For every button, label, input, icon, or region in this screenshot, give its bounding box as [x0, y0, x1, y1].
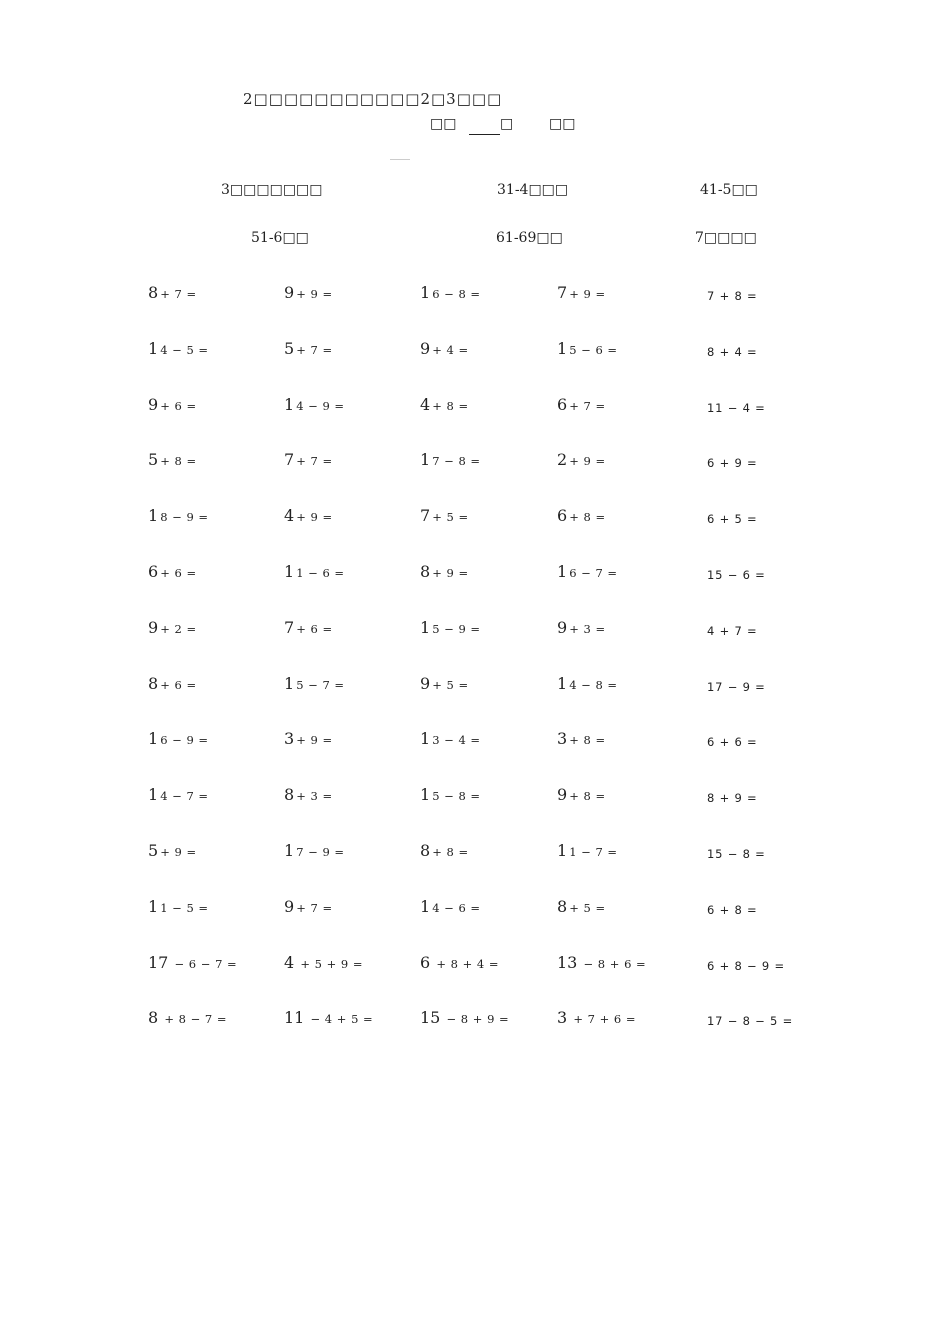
problem-lead-digit: 9 [557, 617, 568, 637]
problem-r2-c3 [420, 339, 469, 358]
problem-expression: 17 − 9 = [707, 679, 766, 694]
problem-r5-c3 [420, 506, 469, 525]
problem-r8-c1 [148, 674, 197, 693]
problem-rest: + 6 = [160, 398, 197, 413]
problem-r4-c3 [420, 450, 481, 469]
problem-lead-digit: 7 [284, 617, 295, 637]
problem-rest: + 8 = [569, 789, 606, 804]
problem-r1-c5 [707, 283, 757, 302]
problem-lead-digit: 8 [284, 785, 295, 805]
problem-rest: 5 − 8 = [432, 789, 481, 804]
problem-rest: + 8 + 4 = [432, 956, 500, 971]
problem-lead-digit: 1 [420, 896, 431, 916]
problem-r6-c3 [420, 562, 469, 581]
problem-r9-c5 [707, 729, 757, 748]
problem-lead-digit: 8 [420, 562, 431, 581]
problem-r9-c1 [148, 729, 209, 748]
problem-lead-digit: 3 [557, 729, 568, 749]
problem-lead-digit: 13 [557, 952, 578, 972]
problem-lead-digit: 1 [420, 450, 431, 470]
problem-lead-digit: 1 [148, 896, 159, 916]
score-label: □□ [549, 116, 576, 132]
problem-r9-c3 [420, 729, 481, 748]
problem-lead-digit: 1 [148, 338, 159, 358]
problem-lead-digit: 2 [557, 450, 568, 470]
score-band-4: 51-6□□ [251, 230, 309, 246]
problem-expression: 6 + 8 = [707, 902, 758, 917]
problem-r13-c5 [707, 953, 785, 972]
problem-lead-digit: 4 [284, 506, 295, 526]
problem-r2-c1 [148, 339, 209, 358]
problem-lead-digit: 5 [148, 841, 159, 860]
problem-r4-c5 [707, 450, 757, 469]
problem-lead-digit: 9 [420, 673, 431, 693]
problem-r12-c1 [148, 897, 209, 916]
name-label: □□ [430, 116, 457, 132]
problem-r7-c5 [707, 618, 757, 637]
problem-r1-c1 [148, 283, 197, 302]
problem-r7-c3 [420, 618, 481, 637]
problem-rest: 1 − 7 = [569, 845, 618, 859]
problem-r2-c2 [284, 339, 333, 358]
problem-lead-digit: 6 [557, 506, 568, 526]
problem-lead-digit: 8 [148, 283, 159, 302]
problem-rest: + 8 = [432, 845, 469, 859]
problem-lead-digit: 5 [148, 450, 159, 470]
problem-rest: + 8 = [569, 733, 606, 748]
problem-lead-digit: 1 [557, 338, 568, 358]
problem-rest: + 9 = [296, 287, 333, 301]
problem-rest: 4 − 6 = [432, 900, 481, 915]
problem-r10-c2 [284, 785, 333, 804]
problem-rest: + 4 = [432, 342, 469, 357]
problem-lead-digit: 15 [420, 1008, 441, 1028]
problem-rest: + 9 = [296, 510, 333, 525]
problem-lead-digit: 8 [420, 841, 431, 860]
problem-rest: + 7 = [296, 342, 333, 357]
problem-rest: 4 − 8 = [569, 677, 618, 692]
problem-rest: + 5 + 9 = [296, 956, 364, 971]
problem-r9-c4 [557, 729, 606, 748]
problem-expression: 8 + 9 = [707, 791, 758, 806]
problem-expression: 4 + 7 = [707, 623, 758, 638]
problem-lead-digit: 3 [557, 1008, 568, 1028]
problem-rest: 5 − 7 = [296, 677, 345, 692]
problem-lead-digit: 4 [284, 952, 295, 972]
problem-expression: 7 + 8 = [707, 289, 758, 303]
problem-lead-digit: 3 [284, 729, 295, 749]
problem-rest: + 8 = [432, 398, 469, 413]
problem-lead-digit: 1 [284, 673, 295, 693]
name-blank[interactable] [469, 134, 500, 135]
problem-lead-digit: 8 [148, 673, 159, 693]
problem-lead-digit: 9 [420, 338, 431, 358]
problem-rest: 6 − 8 = [432, 287, 481, 301]
problem-expression: 8 + 4 = [707, 344, 758, 359]
problem-rest: + 5 = [569, 900, 606, 915]
problem-rest: 3 − 4 = [432, 733, 481, 748]
problem-r14-c3 [420, 1008, 509, 1027]
problem-rest: + 5 = [432, 677, 469, 692]
problem-rest: 4 − 7 = [160, 789, 209, 804]
problem-r12-c4 [557, 897, 606, 916]
problem-expression: 6 + 8 − 9 = [707, 958, 785, 973]
problem-r7-c4 [557, 618, 606, 637]
problem-r10-c1 [148, 785, 209, 804]
problem-rest: − 4 + 5 = [306, 1012, 374, 1027]
problem-lead-digit: 4 [420, 394, 431, 414]
problem-lead-digit: 6 [557, 394, 568, 414]
class-label: □ [500, 116, 514, 132]
problem-rest: + 9 = [432, 566, 469, 580]
problem-lead-digit: 7 [284, 450, 295, 470]
problem-rest: + 3 = [296, 789, 333, 804]
score-band-5: 61-69□□ [496, 230, 563, 246]
problem-lead-digit: 6 [420, 952, 431, 972]
problem-r8-c3 [420, 674, 469, 693]
problem-r2-c4 [557, 339, 618, 358]
problem-expression: 6 + 9 = [707, 456, 758, 471]
problem-rest: 7 − 9 = [296, 845, 345, 859]
problem-lead-digit: 1 [557, 562, 568, 581]
problem-rest: + 7 = [296, 900, 333, 915]
problem-r8-c4 [557, 674, 618, 693]
problem-r14-c1 [148, 1008, 227, 1027]
problem-rest: + 9 = [569, 454, 606, 469]
problem-expression: 15 − 6 = [707, 568, 766, 582]
problem-r14-c4 [557, 1008, 636, 1027]
problem-rest: 1 − 5 = [160, 900, 209, 915]
problem-r4-c4 [557, 450, 606, 469]
problem-r13-c4 [557, 953, 646, 972]
problem-r5-c2 [284, 506, 333, 525]
problem-rest: + 9 = [160, 845, 197, 859]
problem-expression: 11 − 4 = [707, 400, 766, 415]
score-band-1: 3□□□□□□□ [221, 182, 323, 198]
problem-r3-c3 [420, 395, 469, 414]
problem-rest: 6 − 7 = [569, 566, 618, 580]
score-band-2: 31-4□□□ [497, 182, 569, 198]
problem-expression: 6 + 6 = [707, 735, 758, 750]
problem-rest: + 7 = [296, 454, 333, 469]
problem-lead-digit: 1 [284, 841, 295, 860]
problem-rest: + 7 + 6 = [569, 1012, 637, 1027]
problem-rest: + 7 = [569, 398, 606, 413]
problem-r11-c4 [557, 841, 618, 860]
problem-rest: + 8 = [160, 454, 197, 469]
problem-r11-c2 [284, 841, 345, 860]
problem-r3-c2 [284, 395, 345, 414]
score-band-3: 41-5□□ [700, 182, 758, 198]
score-band-6: 7□□□□ [695, 230, 757, 246]
problem-r6-c1 [148, 562, 197, 581]
problem-rest: + 3 = [569, 621, 606, 636]
problem-rest: + 8 − 7 = [160, 1012, 228, 1027]
problem-r13-c1 [148, 953, 237, 972]
problem-lead-digit: 1 [148, 785, 159, 805]
problem-r14-c2 [284, 1008, 373, 1027]
problem-lead-digit: 6 [148, 562, 159, 581]
problem-r13-c3 [420, 953, 499, 972]
problem-rest: 1 − 6 = [296, 566, 345, 580]
problem-rest: 6 − 9 = [160, 733, 209, 748]
problem-lead-digit: 17 [148, 952, 169, 972]
problem-lead-digit: 8 [557, 896, 568, 916]
problem-lead-digit: 7 [557, 283, 568, 302]
problem-rest: + 6 = [296, 621, 333, 636]
problem-r10-c5 [707, 785, 757, 804]
problem-r14-c5 [707, 1008, 793, 1027]
divider [390, 159, 410, 160]
problem-r6-c2 [284, 562, 345, 581]
problem-r2-c5 [707, 339, 757, 358]
problem-lead-digit: 1 [148, 506, 159, 526]
problem-r1-c4 [557, 283, 606, 302]
problem-r11-c3 [420, 841, 469, 860]
problem-r6-c5 [707, 562, 766, 581]
problem-lead-digit: 9 [148, 394, 159, 414]
problem-lead-digit: 8 [148, 1008, 159, 1028]
problem-r12-c5 [707, 897, 757, 916]
problem-r5-c1 [148, 506, 209, 525]
problem-lead-digit: 1 [420, 283, 431, 302]
problem-rest: + 6 = [160, 677, 197, 692]
problem-r12-c2 [284, 897, 333, 916]
problem-r7-c2 [284, 618, 333, 637]
problem-rest: 4 − 5 = [160, 342, 209, 357]
problem-r12-c3 [420, 897, 481, 916]
problem-lead-digit: 9 [557, 785, 568, 805]
problem-r3-c1 [148, 395, 197, 414]
problem-rest: 7 − 8 = [432, 454, 481, 469]
problem-lead-digit: 7 [420, 506, 431, 526]
problem-r5-c4 [557, 506, 606, 525]
problem-rest: 4 − 9 = [296, 398, 345, 413]
problem-r3-c4 [557, 395, 606, 414]
problem-r13-c2 [284, 953, 363, 972]
problem-rest: 5 − 9 = [432, 621, 481, 636]
problem-rest: + 6 = [160, 566, 197, 580]
problem-rest: + 7 = [160, 287, 197, 301]
problem-r11-c1 [148, 841, 197, 860]
worksheet-title: 2□□□□□□□□□□□2□3□□□ [243, 90, 503, 108]
problem-expression: 15 − 8 = [707, 847, 766, 861]
problem-lead-digit: 1 [284, 562, 295, 581]
problem-r8-c2 [284, 674, 345, 693]
problem-r6-c4 [557, 562, 618, 581]
problem-r9-c2 [284, 729, 333, 748]
problem-rest: + 9 = [569, 287, 606, 301]
problem-r5-c5 [707, 506, 757, 525]
problem-rest: + 2 = [160, 621, 197, 636]
problem-r1-c3 [420, 283, 481, 302]
problem-lead-digit: 5 [284, 338, 295, 358]
problem-rest: + 5 = [432, 510, 469, 525]
problem-lead-digit: 1 [420, 617, 431, 637]
problem-r10-c3 [420, 785, 481, 804]
problem-r4-c1 [148, 450, 197, 469]
problem-r4-c2 [284, 450, 333, 469]
problem-lead-digit: 9 [284, 283, 295, 302]
problem-expression: 6 + 5 = [707, 512, 758, 527]
problem-r1-c2 [284, 283, 333, 302]
problem-lead-digit: 1 [148, 729, 159, 749]
problem-expression: 17 − 8 − 5 = [707, 1014, 794, 1029]
problem-rest: − 6 − 7 = [170, 956, 238, 971]
problem-r11-c5 [707, 841, 766, 860]
problem-lead-digit: 1 [420, 729, 431, 749]
problem-rest: 5 − 6 = [569, 342, 618, 357]
problem-rest: − 8 + 9 = [442, 1012, 510, 1027]
problem-r3-c5 [707, 395, 766, 414]
problem-lead-digit: 9 [284, 896, 295, 916]
problem-lead-digit: 1 [420, 785, 431, 805]
problem-rest: + 9 = [296, 733, 333, 748]
problem-rest: 8 − 9 = [160, 510, 209, 525]
problem-lead-digit: 11 [284, 1008, 305, 1028]
problem-r8-c5 [707, 674, 766, 693]
problem-r7-c1 [148, 618, 197, 637]
problem-rest: − 8 + 6 = [579, 956, 647, 971]
problem-rest: + 8 = [569, 510, 606, 525]
problem-lead-digit: 1 [557, 841, 568, 860]
problem-lead-digit: 1 [284, 394, 295, 414]
problem-lead-digit: 9 [148, 617, 159, 637]
problem-r10-c4 [557, 785, 606, 804]
problem-lead-digit: 1 [557, 673, 568, 693]
